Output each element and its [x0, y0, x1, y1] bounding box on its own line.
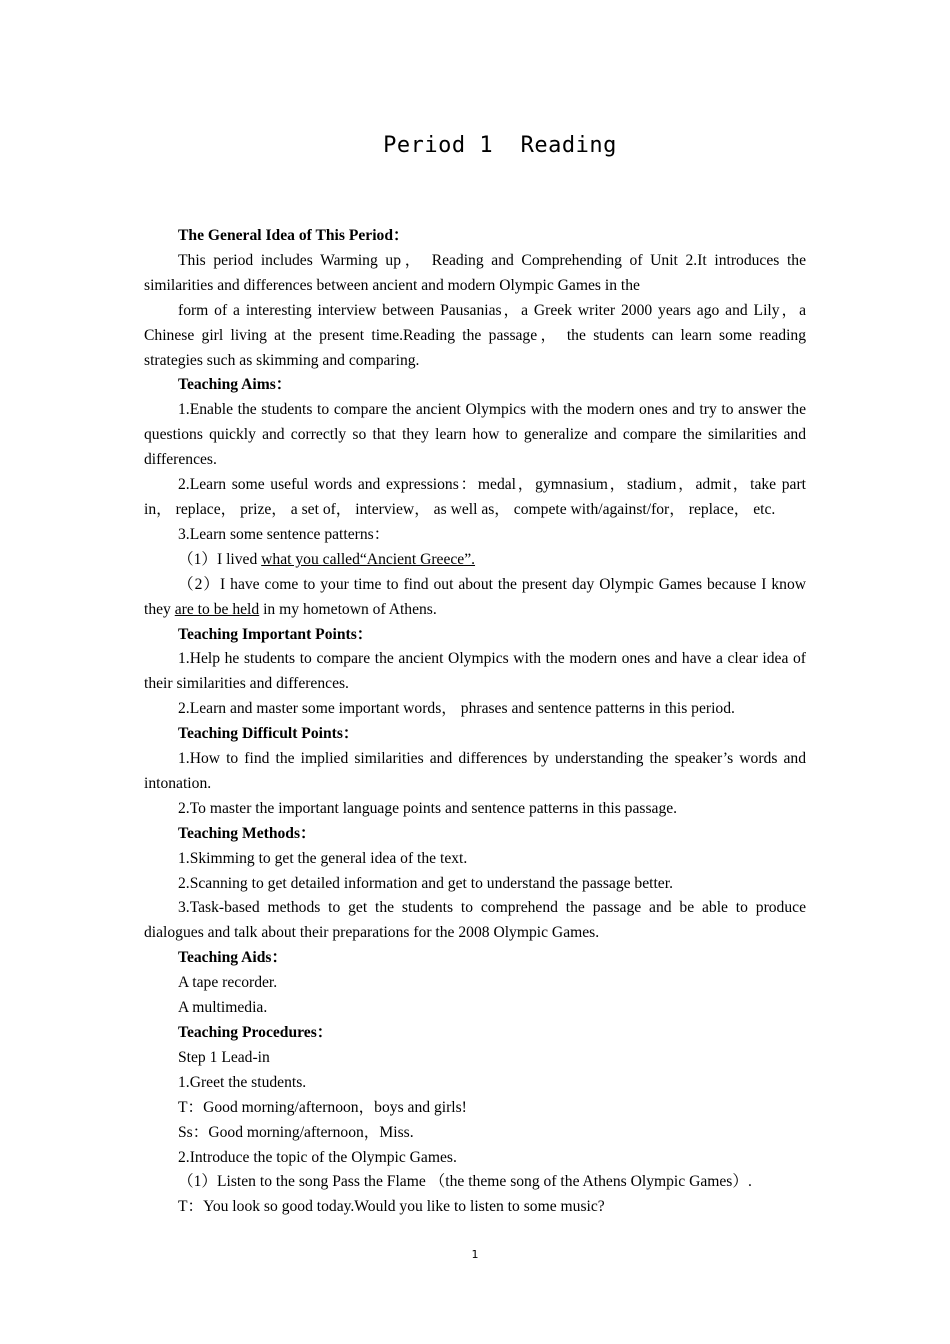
paragraph: Ss：Good morning/afternoon，Miss. — [178, 1123, 414, 1141]
heading-important-points: Teaching Important Points： — [178, 625, 373, 643]
heading-teaching-procedures: Teaching Procedures： — [178, 1024, 333, 1041]
paragraph: T：You look so good today.Would you like to listen to some music? — [178, 1198, 605, 1216]
heading-teaching-aids: Teaching Aids： — [178, 949, 288, 967]
paragraph: 1.How to find the implied similarities and differences by understanding the speaker’s words and intonation. — [144, 750, 806, 792]
paragraph: 3.Learn some sentence patterns： — [178, 525, 390, 543]
paragraph: This period includes Warming up， Reading and Comprehending of Unit 2.It introduces the similarities and differences between ancient and modern Olympic Games in the — [144, 251, 806, 294]
paragraph: A tape recorder. — [178, 974, 278, 992]
sentence-pattern-1 — [144, 548, 806, 573]
sentence-pattern-text: （2）I have come to your time to find out about the present day Olympic Games because I know they — [144, 575, 806, 618]
paragraph: 2.Learn and master some important words， phrases and sentence patterns in this period. — [178, 700, 735, 718]
paragraph: 1.Help he students to compare the ancient Olympics with the modern ones and have a clear idea of their similarities and differences. — [144, 650, 806, 693]
paragraph: 3.Task-based methods to get the students to comprehend the passage and be able to produce dialogues and talk about their preparations for the 2008 Olympic Games. — [144, 899, 806, 942]
heading-difficult-points: Teaching Difficult Points： — [178, 725, 359, 743]
paragraph: 1.Greet the students. — [178, 1073, 307, 1091]
page-number: 1 — [471, 1248, 479, 1261]
underlined-phrase: are to be held — [174, 600, 260, 618]
paragraph: 1.Enable the students to compare the ancient Olympics with the modern ones and try to answer the questions quickly and correctly so that they learn how to generalize and compare the similarities and differences. — [144, 401, 806, 469]
document-body — [144, 224, 806, 1220]
paragraph: T：Good morning/afternoon，boys and girls! — [178, 1098, 467, 1116]
heading-teaching-aims: Teaching Aims： — [178, 376, 292, 394]
paragraph: 2.To master the important language points and sentence patterns in this passage. — [178, 799, 678, 817]
paragraph: A multimedia. — [178, 999, 268, 1017]
heading-general-idea: The General Idea of This Period： — [178, 227, 409, 244]
paragraph: Step 1 Lead-in — [178, 1048, 270, 1066]
sentence-pattern-text: （1）I lived — [178, 550, 262, 568]
sentence-pattern-2 — [144, 573, 806, 623]
paragraph: form of a interesting interview between Pausanias，a Greek writer 2000 years ago and Lily，a Chinese girl living at the present time.Reading the passage， the students can learn some reading strategies such as skimming and comparing. — [144, 301, 806, 369]
underlined-phrase: what you called“Ancient Greece”. — [261, 550, 476, 568]
paragraph: 1.Skimming to get the general idea of the text. — [178, 849, 468, 867]
paragraph: 2.Scanning to get detailed information and get to understand the passage better. — [178, 874, 673, 892]
paragraph: （1）Listen to the song Pass the Flame （the theme song of the Athens Olympic Games）. — [178, 1173, 752, 1191]
paragraph: 2.Introduce the topic of the Olympic Games. — [178, 1148, 457, 1166]
page-title: Period 1 Reading — [383, 133, 617, 158]
paragraph: 2.Learn some useful words and expressions：medal，gymnasium，stadium，admit，take part in， replace， prize， a set of， interview， as well as， compete with/against/for， replace， etc. — [144, 476, 806, 518]
sentence-pattern-text: in my hometown of Athens. — [259, 600, 437, 618]
heading-teaching-methods: Teaching Methods： — [178, 824, 316, 842]
